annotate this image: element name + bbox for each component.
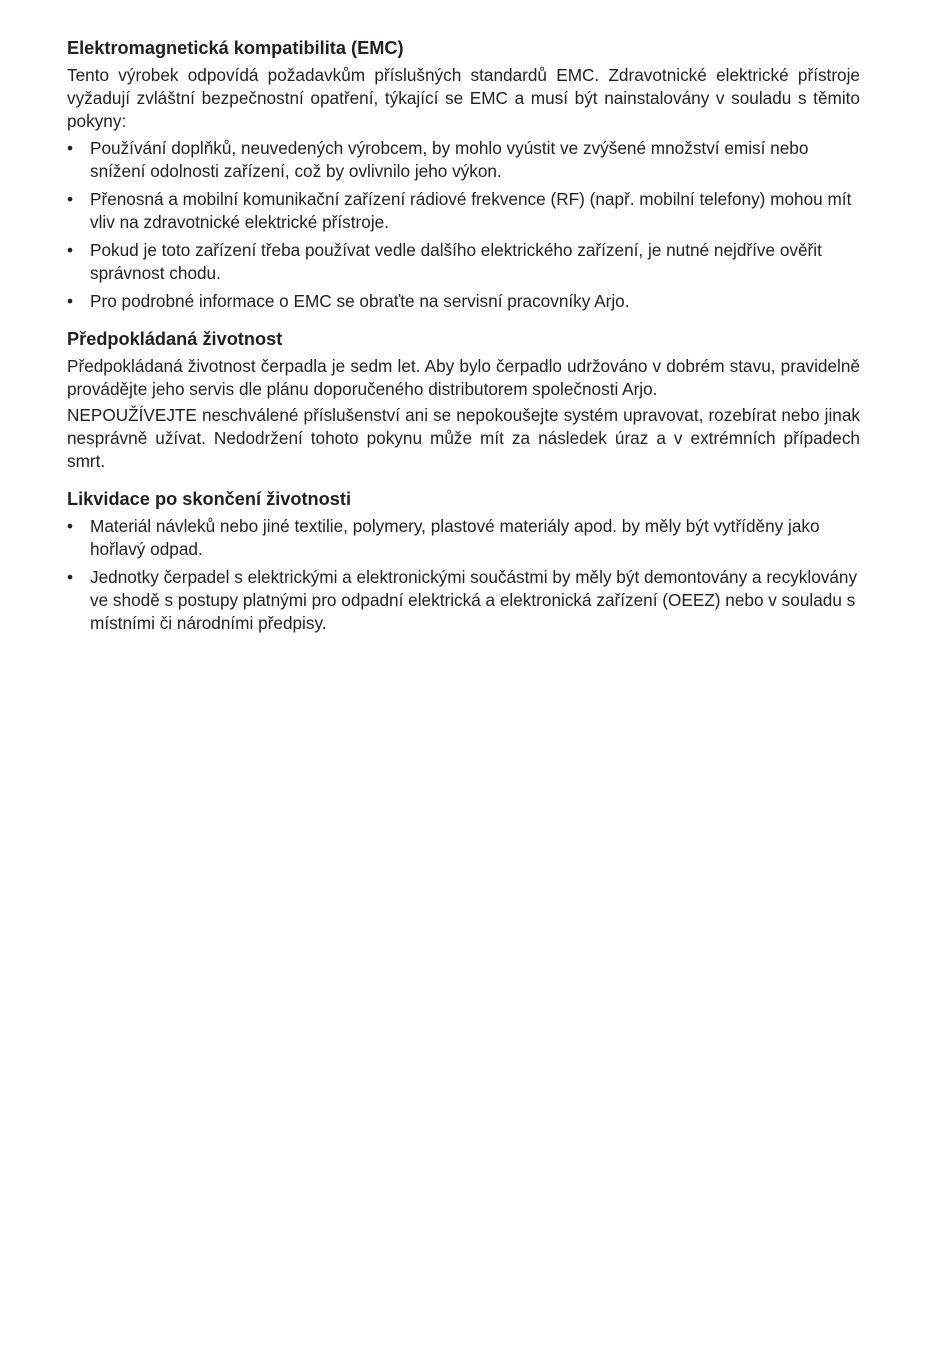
list-item-text: Přenosná a mobilní komunikační zařízení rádiové frekvence (RF) (např. mobilní telefony) mohou mít vliv na zdravotnické elektrické přístroje. xyxy=(90,189,852,232)
bullet-icon: • xyxy=(67,567,74,587)
list-item xyxy=(67,188,860,234)
bullet-list xyxy=(67,515,860,635)
bullet-icon: • xyxy=(67,291,74,311)
section-lifetime xyxy=(67,327,860,473)
section-spacer xyxy=(67,318,860,327)
bullet-icon: • xyxy=(67,189,74,209)
bullet-list xyxy=(67,137,860,313)
list-item-text: Pokud je toto zařízení třeba používat vedle dalšího elektrického zařízení, je nutné nejdříve ověřit správnost chodu. xyxy=(90,240,822,283)
list-item-text: Jednotky čerpadel s elektrickými a elektronickými součástmi by měly být demontovány a recyklovány ve shodě s postupy platnými pro odpadní elektrická a elektronická zařízení (OEEZ) nebo v souladu s místními či národními předpisy. xyxy=(90,567,858,633)
list-item-text: Pro podrobné informace o EMC se obraťte na servisní pracovníky Arjo. xyxy=(90,291,630,311)
section-heading: Elektromagnetická kompatibilita (EMC) xyxy=(67,38,404,58)
section-heading: Předpokládaná životnost xyxy=(67,329,283,349)
paragraph: Předpokládaná životnost čerpadla je sedm let. Aby bylo čerpadlo udržováno v dobrém stavu, pravidelně provádějte jeho servis dle plánu doporučeného distributorem společnosti Arjo. xyxy=(67,356,860,399)
section-heading: Likvidace po skončení životnosti xyxy=(67,489,351,509)
bullet-icon: • xyxy=(67,240,74,260)
section-disposal xyxy=(67,487,860,635)
list-item-text: Materiál návleků nebo jiné textilie, polymery, plastové materiály apod. by měly být vytříděny jako hořlavý odpad. xyxy=(90,516,820,559)
list-item-text: Používání doplňků, neuvedených výrobcem, by mohlo vyústit ve zvýšené množství emisí nebo snížení odolnosti zařízení, což by ovlivnilo jeho výkon. xyxy=(90,138,809,181)
bullet-icon: • xyxy=(67,138,74,158)
bullet-icon: • xyxy=(67,516,74,536)
document-page xyxy=(67,36,860,640)
list-item xyxy=(67,137,860,183)
list-item xyxy=(67,515,860,561)
list-item xyxy=(67,290,860,313)
section-emc xyxy=(67,36,860,313)
list-item xyxy=(67,566,860,635)
paragraph: NEPOUŽÍVEJTE neschválené příslušenství ani se nepokoušejte systém upravovat, rozebírat nebo jinak nesprávně užívat. Nedodržení tohoto pokynu může mít za následek úraz a v extrémních případech smrt. xyxy=(67,405,860,471)
paragraph: Tento výrobek odpovídá požadavkům příslušných standardů EMC. Zdravotnické elektrické přístroje vyžadují zvláštní bezpečnostní opatření, týkající se EMC a musí být nainstalovány v souladu s těmito pokyny: xyxy=(67,65,860,131)
list-item xyxy=(67,239,860,285)
section-spacer xyxy=(67,476,860,487)
